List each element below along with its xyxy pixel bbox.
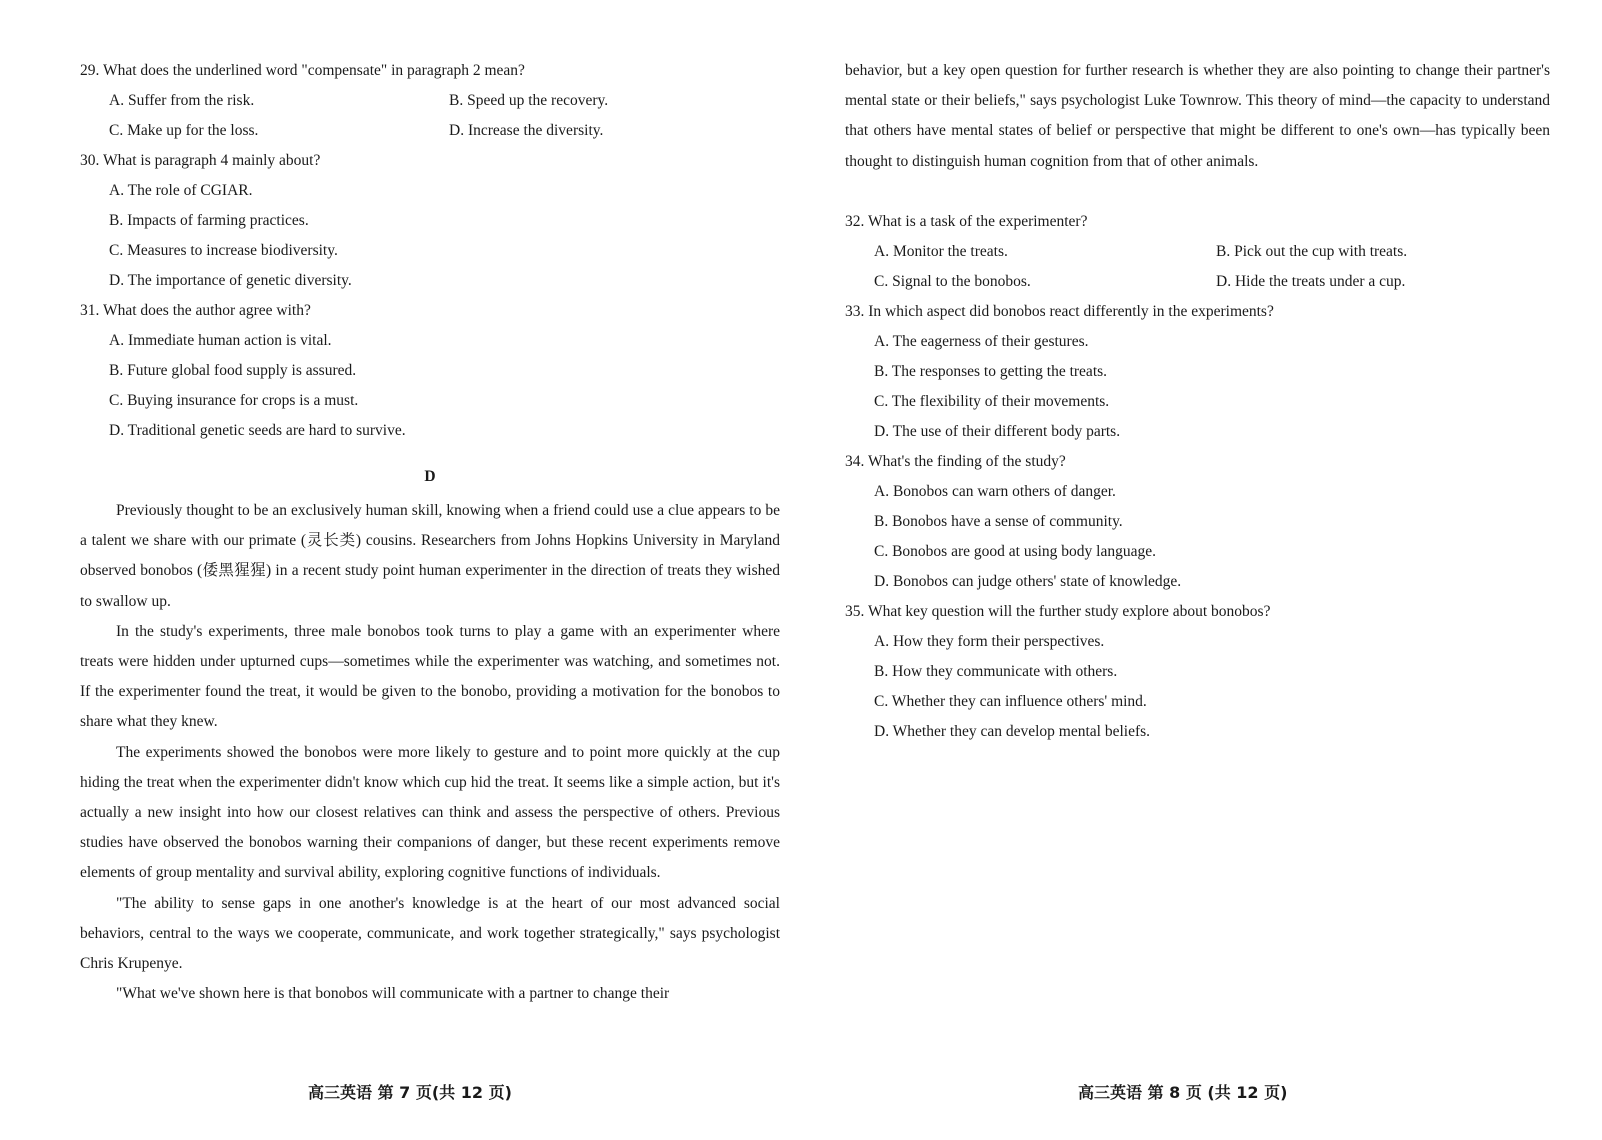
option-b: B. Bonobos have a sense of community.	[874, 512, 1123, 530]
option-c: C. Make up for the loss.	[109, 122, 259, 139]
option-d: D. The importance of genetic diversity.	[109, 272, 352, 289]
question-30	[80, 146, 780, 296]
question-33	[845, 297, 1550, 447]
option-c: C. Buying insurance for crops is a must.	[109, 392, 359, 409]
passage-paragraph: Previously thought to be an exclusively human skill, knowing when a friend could use a clue appears to be a talent we share with our primate (灵长类) cousins. Researchers from Johns Hopkins University in Maryland observed bonobos (倭黑猩猩) in a recent study point human experimenter in the direction of treats they wished to swallow up.	[80, 502, 780, 610]
question-34	[845, 447, 1550, 597]
option-b: B. Future global food supply is assured.	[109, 362, 357, 379]
option-a: A. How they form their perspectives.	[874, 632, 1105, 650]
page-footer-left: 高三英语 第 7 页(共 12 页)	[308, 1083, 512, 1102]
question-stem: 31. What does the author agree with?	[80, 302, 311, 319]
option-b: B. Pick out the cup with treats.	[1216, 242, 1408, 260]
option-d: D. Traditional genetic seeds are hard to survive.	[109, 422, 406, 439]
passage-paragraph: "What we've shown here is that bonobos will communicate with a partner to change their	[116, 985, 670, 1003]
option-c: C. Whether they can influence others' mind.	[874, 692, 1147, 710]
question-stem: 32. What is a task of the experimenter?	[845, 212, 1088, 230]
option-b: B. Impacts of farming practices.	[109, 212, 309, 229]
question-stem: 35. What key question will the further study explore about bonobos?	[845, 602, 1271, 620]
question-stem: 29. What does the underlined word "compensate" in paragraph 2 mean?	[80, 62, 525, 79]
option-c: C. Signal to the bonobos.	[874, 272, 1031, 290]
option-a: A. Suffer from the risk.	[109, 92, 255, 109]
option-c: C. Bonobos are good at using body language.	[874, 542, 1156, 560]
left-page	[80, 56, 780, 1009]
option-a: A. Monitor the treats.	[874, 242, 1008, 260]
question-stem: 34. What's the finding of the study?	[845, 452, 1066, 470]
passage-continuation: behavior, but a key open question for further research is whether they are also pointing to change their partner's mental state or their beliefs," says psychologist Luke Townrow. This theory of mind—the capacity to understand that others have mental states of belief or perspective that might be different to one's own—has typically been thought to distinguish human cognition from that of other animals.	[845, 62, 1550, 170]
question-35	[845, 597, 1550, 747]
option-d: D. Hide the treats under a cup.	[1216, 272, 1406, 290]
option-b: B. Speed up the recovery.	[449, 92, 609, 109]
question-29	[80, 56, 780, 146]
option-b: B. The responses to getting the treats.	[874, 362, 1108, 380]
question-stem: 33. In which aspect did bonobos react differently in the experiments?	[845, 302, 1274, 320]
section-title: D	[424, 468, 436, 485]
option-d: D. Bonobos can judge others' state of knowledge.	[874, 572, 1182, 590]
passage-paragraph: "The ability to sense gaps in one another's knowledge is at the heart of our most advanced social behaviors, central to the ways we cooperate, communicate, and work together strategically," says psychologist Chris Krupenye.	[80, 894, 780, 973]
option-a: A. The eagerness of their gestures.	[874, 332, 1089, 350]
question-stem: 30. What is paragraph 4 mainly about?	[80, 152, 321, 169]
right-page	[845, 56, 1550, 747]
option-a: A. Bonobos can warn others of danger.	[874, 482, 1116, 500]
option-a: A. The role of CGIAR.	[109, 182, 253, 199]
option-b: B. How they communicate with others.	[874, 662, 1118, 680]
option-c: C. Measures to increase biodiversity.	[109, 242, 338, 259]
option-d: D. Whether they can develop mental beliefs.	[874, 722, 1151, 740]
passage-d	[80, 496, 780, 1009]
option-a: A. Immediate human action is vital.	[109, 332, 332, 349]
option-c: C. The flexibility of their movements.	[874, 392, 1110, 410]
option-d: D. The use of their different body parts.	[874, 422, 1121, 440]
passage-paragraph: In the study's experiments, three male bonobos took turns to play a game with an experimenter where treats were hidden under upturned cups—sometimes while the experimenter was watching, and sometimes not. If the experimenter found the treat, it would be given to the bonobo, providing a motivation for the bonobos to share what they knew.	[80, 622, 780, 731]
passage-paragraph: The experiments showed the bonobos were more likely to gesture and to point more quickly at the cup hiding the treat when the experimenter didn't know which cup hid the treat. It seems like a simple action, but it's actually a new insight into how our closest relatives can think and assess the perspective of others. Previous studies have observed the bonobos warning their companions of danger, but these recent experiments remove elements of group mentality and survival ability, exploring cognitive functions of individuals.	[80, 743, 780, 882]
question-32	[845, 207, 1550, 297]
option-d: D. Increase the diversity.	[449, 122, 604, 139]
page-footer-right: 高三英语 第 8 页 (共 12 页)	[1078, 1083, 1288, 1102]
question-31	[80, 296, 780, 446]
